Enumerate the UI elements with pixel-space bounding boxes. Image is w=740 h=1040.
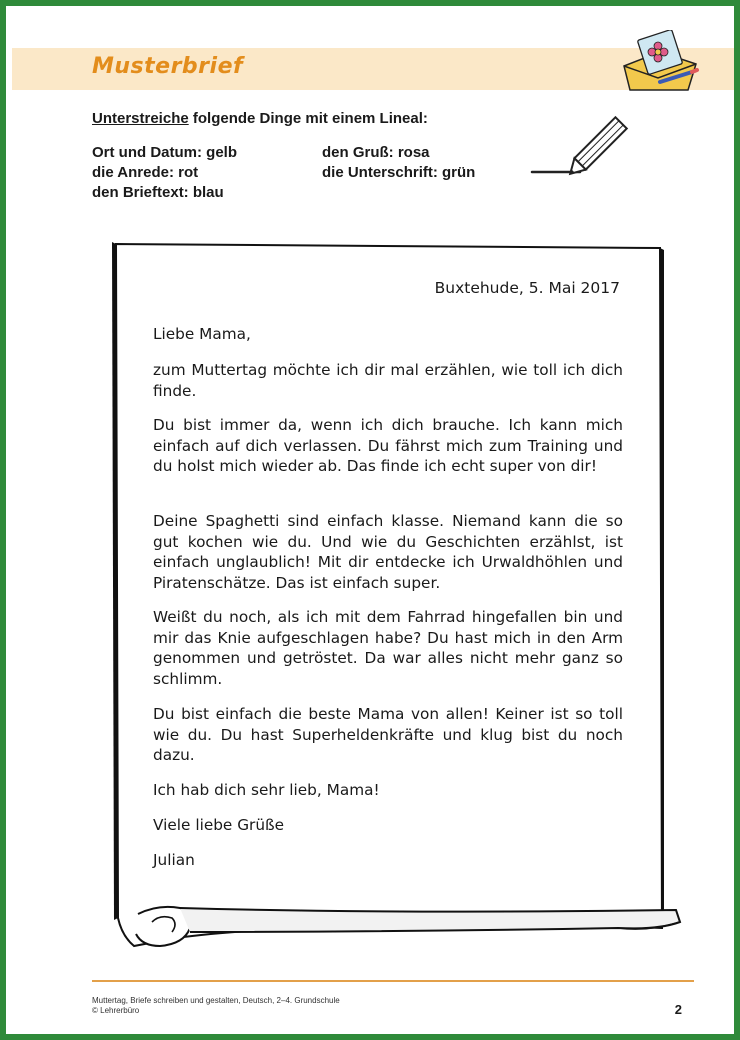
- footer-text: [92, 996, 340, 1016]
- footer-rule: [92, 980, 694, 982]
- instruction-item-greeting: den Gruß: rosa: [322, 144, 430, 161]
- instruction-item-salutation: die Anrede: rot: [92, 164, 199, 181]
- instruction-underlined-word: Unterstreiche: [92, 110, 189, 127]
- envelope-icon: [620, 30, 700, 92]
- instruction-heading-rest: folgende Dinge mit einem Lineal:: [188, 110, 428, 127]
- letter-paper: [98, 238, 688, 950]
- letter-paragraph-4: Weißt du noch, als ich mit dem Fahrrad hingefallen bin und mir das Knie aufgeschlagen habe? Du hast mich in den Arm genommen und getröstet. Da war alles nicht mehr ganz so schlimm.: [153, 608, 623, 689]
- letter-greeting: Viele liebe Grüße: [153, 816, 285, 834]
- letter-place-date: Buxtehude, 5. Mai 2017: [434, 279, 620, 297]
- footer-copyright: © Lehrerbüro: [92, 1006, 140, 1015]
- letter-paragraph-1: zum Muttertag möchte ich dir mal erzählen, wie toll ich dich finde.: [153, 361, 623, 400]
- letter-paragraph-5: Du bist einfach die beste Mama von allen! Keiner ist so toll wie du. Du hast Superheldenkräfte und klug bist du noch dazu.: [153, 705, 623, 765]
- instruction-item-body-text: den Brieftext: blau: [92, 184, 224, 201]
- pencil-icon: [530, 114, 642, 180]
- instruction-heading: [92, 110, 428, 127]
- letter-signature: Julian: [153, 851, 195, 869]
- letter-salutation: Liebe Mama,: [153, 325, 251, 343]
- footer-source: Muttertag, Briefe schreiben und gestalten, Deutsch, 2–4. Grundschule: [92, 996, 340, 1005]
- letter-paragraph-6: Ich hab dich sehr lieb, Mama!: [153, 781, 380, 799]
- page-title: Musterbrief: [92, 54, 244, 79]
- letter-paragraph-3: Deine Spaghetti sind einfach klasse. Niemand kann die so gut kochen wie du. Und wie du Geschichten erzählst, ist einfach unglaublich! Mit dir entdecke ich Urwaldhöhlen und Piratenschätze. Das ist einfach super.: [153, 512, 623, 593]
- instruction-item-signature: die Unterschrift: grün: [322, 164, 476, 181]
- page-number: 2: [674, 1002, 682, 1017]
- letter-paragraph-2: Du bist immer da, wenn ich dich brauche. Ich kann mich einfach auf dich verlassen. Du fährst mich zum Training und du holst mich wieder ab. Das finde ich echt super von dir!: [153, 416, 623, 476]
- instruction-item-place-date: Ort und Datum: gelb: [92, 144, 237, 161]
